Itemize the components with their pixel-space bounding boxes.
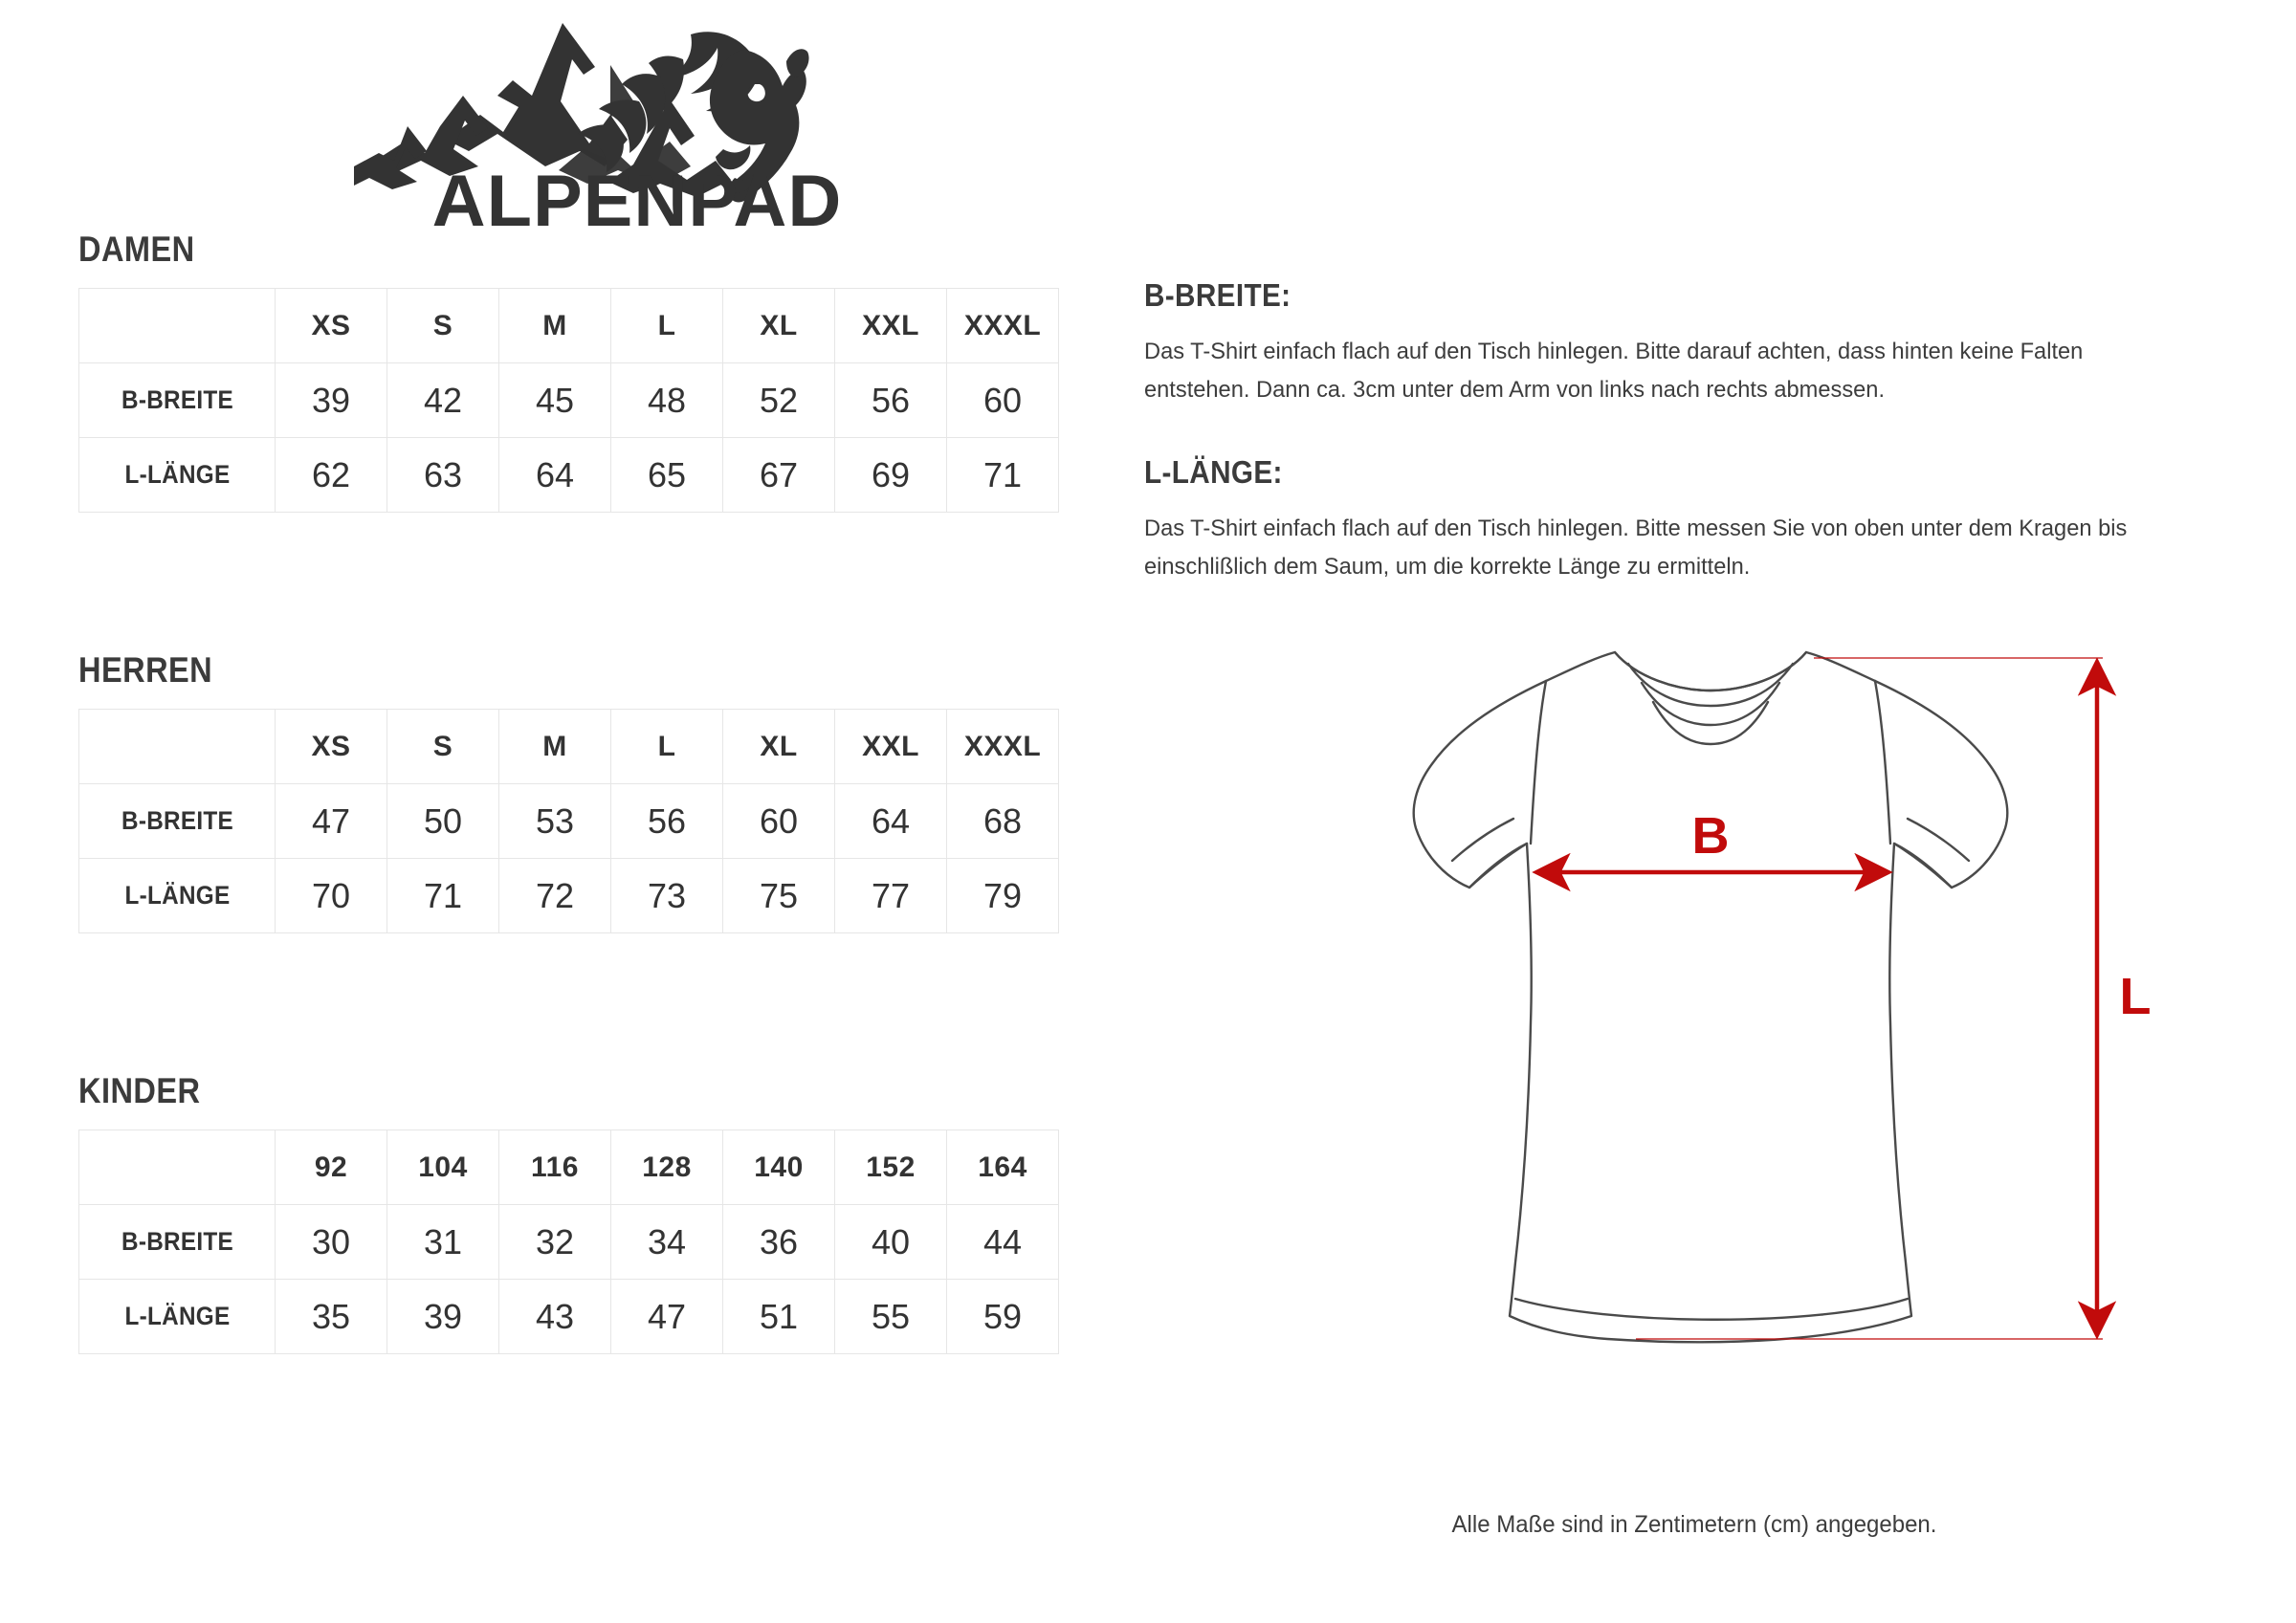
- cell-value: 47: [276, 784, 387, 859]
- column-header: S: [387, 710, 499, 784]
- cell-value: 56: [611, 784, 723, 859]
- cell-value: 62: [276, 438, 387, 513]
- instruction-laenge: [1144, 454, 2244, 585]
- cell-value: 34: [611, 1205, 723, 1280]
- table-row: [79, 438, 1059, 513]
- row-label: L-LÄNGE: [89, 438, 266, 513]
- cell-value: 47: [611, 1280, 723, 1354]
- column-header: 152: [835, 1130, 947, 1205]
- cell-value: 40: [835, 1205, 947, 1280]
- table-header-row: [79, 1130, 1059, 1205]
- column-header: XXXL: [947, 289, 1059, 363]
- column-header: L: [611, 710, 723, 784]
- length-label: L: [2119, 968, 2152, 1025]
- column-header: M: [499, 289, 611, 363]
- cell-value: 59: [947, 1280, 1059, 1354]
- measurement-instructions: [1144, 277, 2244, 586]
- row-label: L-LÄNGE: [89, 859, 266, 933]
- cell-value: 44: [947, 1205, 1059, 1280]
- column-header: 92: [276, 1130, 387, 1205]
- cell-value: 63: [387, 438, 499, 513]
- instruction-text-breite: Das T-Shirt einfach flach auf den Tisch hinlegen. Bitte darauf achten, dass hinten keine Falten entstehen. Dann ca. 3cm unter dem Arm von links nach rechts abmessen.: [1144, 339, 2084, 403]
- cell-value: 30: [276, 1205, 387, 1280]
- cell-value: 79: [947, 859, 1059, 933]
- units-footnote: Alle Maße sind in Zentimetern (cm) angegeben.: [1451, 1511, 1937, 1538]
- column-header: XXL: [835, 710, 947, 784]
- column-header: XS: [276, 289, 387, 363]
- size-section-kinder: [78, 1071, 1059, 1354]
- size-table-damen: [78, 288, 1059, 513]
- table-row: [79, 859, 1059, 933]
- cell-value: 60: [723, 784, 835, 859]
- table-row: [79, 1280, 1059, 1354]
- instruction-heading-breite: B-BREITE:: [1144, 277, 1292, 313]
- cell-value: 52: [723, 363, 835, 438]
- cell-value: 69: [835, 438, 947, 513]
- brand-wordmark: ALPENPAD: [431, 161, 843, 237]
- cell-value: 64: [499, 438, 611, 513]
- column-header: XL: [723, 289, 835, 363]
- cell-value: 36: [723, 1205, 835, 1280]
- column-header: 128: [611, 1130, 723, 1205]
- cell-value: 60: [947, 363, 1059, 438]
- cell-value: 72: [499, 859, 611, 933]
- cell-value: 31: [387, 1205, 499, 1280]
- cell-value: 35: [276, 1280, 387, 1354]
- instruction-heading-laenge: L-LÄNGE:: [1144, 454, 1283, 491]
- table-row: [79, 1205, 1059, 1280]
- size-section-damen: [78, 230, 1059, 513]
- section-title-kinder: KINDER: [78, 1071, 201, 1110]
- column-header: XXXL: [947, 710, 1059, 784]
- extension-lines: [1636, 658, 2103, 1339]
- cell-value: 71: [387, 859, 499, 933]
- table-header-row: [79, 710, 1059, 784]
- column-header: XS: [276, 710, 387, 784]
- column-header: 104: [387, 1130, 499, 1205]
- cell-value: 68: [947, 784, 1059, 859]
- cell-value: 65: [611, 438, 723, 513]
- tshirt-measurement-diagram: [1320, 631, 2181, 1415]
- cell-value: 48: [611, 363, 723, 438]
- cell-value: 56: [835, 363, 947, 438]
- cell-value: 53: [499, 784, 611, 859]
- cell-value: 73: [611, 859, 723, 933]
- column-header: 140: [723, 1130, 835, 1205]
- column-header: S: [387, 289, 499, 363]
- instruction-text-laenge: Das T-Shirt einfach flach auf den Tisch hinlegen. Bitte messen Sie von oben unter dem Kragen bis einschlißlich dem Saum, um die korrekte Länge zu ermitteln.: [1144, 515, 2128, 581]
- tshirt-outline-icon: [1414, 652, 2008, 1342]
- cell-value: 75: [723, 859, 835, 933]
- cell-value: 77: [835, 859, 947, 933]
- table-corner-cell: [79, 1130, 276, 1205]
- column-header: 164: [947, 1130, 1059, 1205]
- cell-value: 67: [723, 438, 835, 513]
- cell-value: 71: [947, 438, 1059, 513]
- cell-value: 45: [499, 363, 611, 438]
- cell-value: 32: [499, 1205, 611, 1280]
- instruction-breite: [1144, 277, 2244, 408]
- table-corner-cell: [79, 710, 276, 784]
- table-header-row: [79, 289, 1059, 363]
- cell-value: 50: [387, 784, 499, 859]
- cell-value: 42: [387, 363, 499, 438]
- table-corner-cell: [79, 289, 276, 363]
- table-row: [79, 363, 1059, 438]
- cell-value: 51: [723, 1280, 835, 1354]
- row-label: B-BREITE: [89, 363, 266, 438]
- row-label: L-LÄNGE: [89, 1280, 266, 1354]
- table-row: [79, 784, 1059, 859]
- section-title-herren: HERREN: [78, 650, 213, 690]
- cell-value: 39: [276, 363, 387, 438]
- column-header: 116: [499, 1130, 611, 1205]
- cell-value: 70: [276, 859, 387, 933]
- size-section-herren: [78, 650, 1059, 933]
- column-header: XXL: [835, 289, 947, 363]
- column-header: L: [611, 289, 723, 363]
- column-header: XL: [723, 710, 835, 784]
- section-title-damen: DAMEN: [78, 230, 195, 269]
- brand-logo: [354, 8, 890, 237]
- row-label: B-BREITE: [89, 1205, 266, 1280]
- cell-value: 64: [835, 784, 947, 859]
- width-label: B: [1691, 807, 1730, 865]
- size-table-kinder: [78, 1130, 1059, 1354]
- size-table-herren: [78, 709, 1059, 933]
- cell-value: 43: [499, 1280, 611, 1354]
- row-label: B-BREITE: [89, 784, 266, 859]
- column-header: M: [499, 710, 611, 784]
- cell-value: 55: [835, 1280, 947, 1354]
- cell-value: 39: [387, 1280, 499, 1354]
